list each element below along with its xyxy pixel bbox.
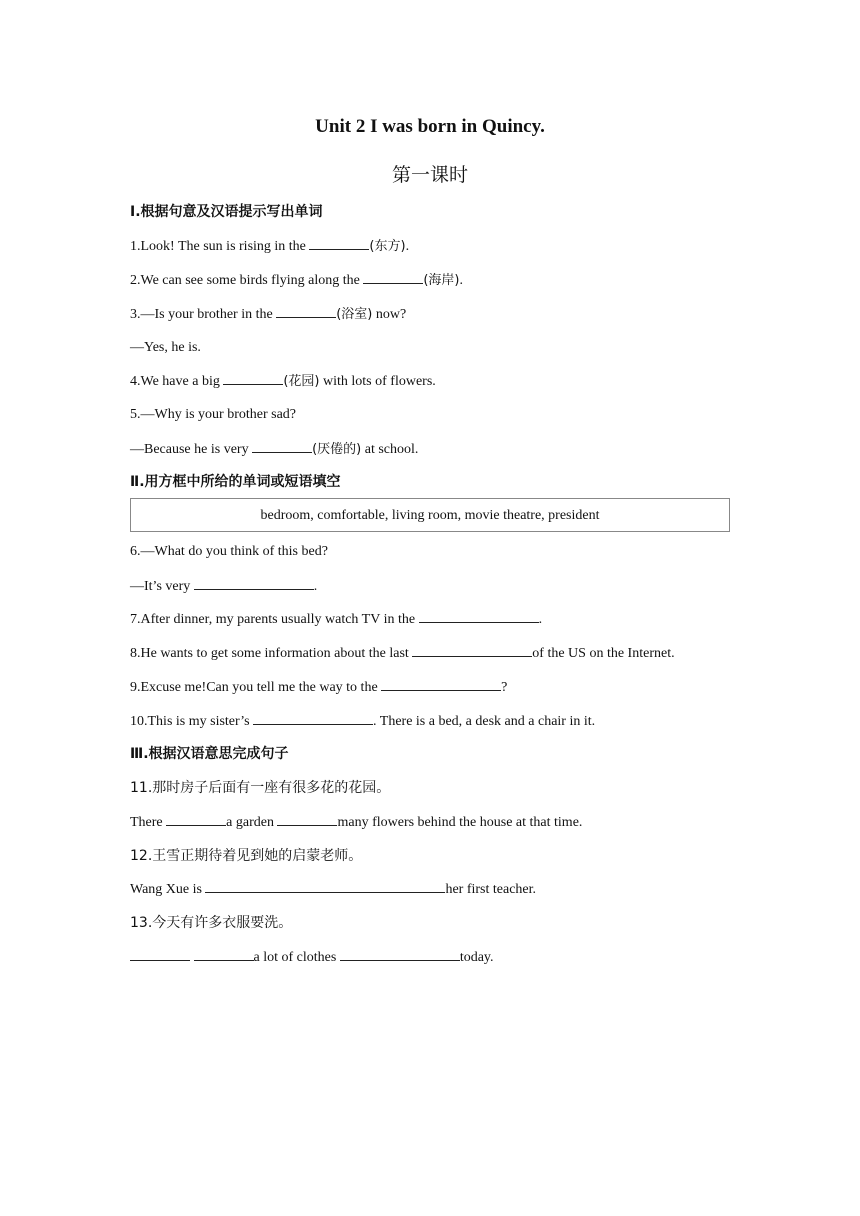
- question-12-chinese: 12.王雪正期待着见到她的启蒙老师。: [130, 848, 363, 864]
- answer-blank[interactable]: [130, 948, 190, 961]
- answer-blank[interactable]: [363, 271, 423, 284]
- question-3: 3.—Is your brother in the (浴室) now?: [130, 307, 407, 322]
- question-11-chinese: 11.那时房子后面有一座有很多花的花园。: [130, 780, 391, 796]
- question-5-reply: —Because he is very (厌倦的) at school.: [130, 442, 419, 457]
- answer-blank[interactable]: [252, 440, 312, 453]
- question-6: 6.—What do you think of this bed?: [130, 544, 328, 559]
- question-12-english: Wang Xue is her first teacher.: [130, 882, 537, 897]
- question-4: 4.We have a big (花园) with lots of flowers.: [130, 374, 436, 389]
- answer-blank[interactable]: [277, 813, 337, 826]
- answer-blank[interactable]: [419, 610, 539, 623]
- answer-blank[interactable]: [412, 644, 532, 657]
- answer-blank[interactable]: [253, 712, 373, 725]
- page-title: Unit 2 I was born in Quincy.: [315, 116, 545, 137]
- section3-heading: Ⅲ.根据汉语意思完成句子: [130, 746, 289, 762]
- answer-blank[interactable]: [381, 678, 501, 691]
- question-10: 10.This is my sister’s . There is a bed, a desk and a chair in it.: [130, 714, 596, 729]
- answer-blank[interactable]: [205, 880, 445, 893]
- question-13-english: a lot of clothes today.: [130, 948, 494, 967]
- question-5: 5.—Why is your brother sad?: [130, 407, 297, 422]
- answer-blank[interactable]: [194, 577, 314, 590]
- question-6-reply: —It’s very .: [130, 579, 318, 594]
- word-box: bedroom, comfortable, living room, movie theatre, president: [130, 498, 730, 532]
- question-11-english: There a garden many flowers behind the house at that time.: [130, 815, 583, 830]
- question-8: 8.He wants to get some information about the last of the US on the Internet.: [130, 646, 675, 661]
- answer-blank[interactable]: [309, 237, 369, 250]
- section1-heading: Ⅰ.根据句意及汉语提示写出单词: [130, 204, 323, 220]
- answer-blank[interactable]: [166, 813, 226, 826]
- question-3-reply: —Yes, he is.: [130, 340, 201, 355]
- answer-blank[interactable]: [223, 372, 283, 385]
- lesson-subtitle: 第一课时: [391, 164, 468, 186]
- answer-blank[interactable]: [276, 305, 336, 318]
- answer-blank[interactable]: [194, 948, 254, 961]
- question-7: 7.After dinner, my parents usually watch TV in the .: [130, 612, 543, 627]
- question-9: 9.Excuse me!Can you tell me the way to the ?: [130, 680, 508, 695]
- question-13-chinese: 13.今天有许多衣服要洗。: [130, 915, 293, 931]
- section2-heading: Ⅱ.用方框中所给的单词或短语填空: [130, 474, 341, 490]
- answer-blank[interactable]: [340, 948, 460, 961]
- question-2: 2.We can see some birds flying along the (海岸).: [130, 273, 463, 288]
- question-1: 1.Look! The sun is rising in the (东方).: [130, 239, 410, 254]
